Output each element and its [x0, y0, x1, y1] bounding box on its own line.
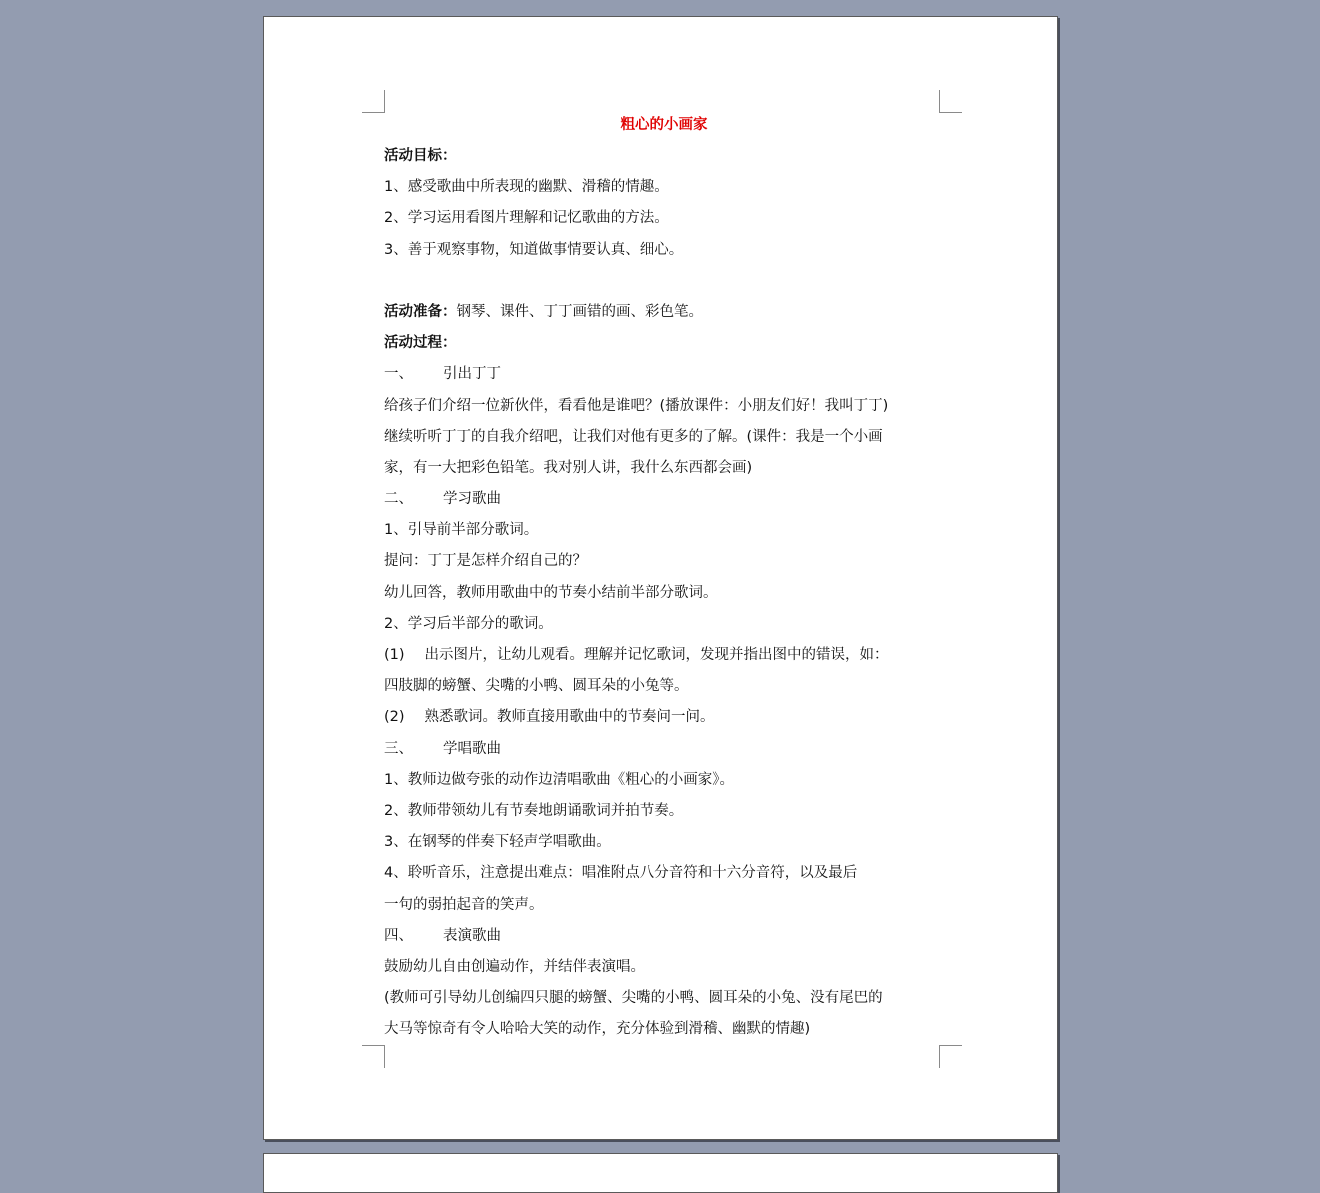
section-3-number: 三、: [384, 740, 413, 757]
section-4-title: 表演歌曲: [443, 927, 501, 944]
document-title: 粗心的小画家: [620, 117, 708, 133]
item-text: 熟悉歌词。教师直接用歌曲中的节奏问一问。: [424, 709, 715, 726]
blank-line: [384, 266, 944, 297]
section-2-number: 二、: [384, 491, 413, 508]
margin-corner-bottom-left: [362, 1045, 385, 1068]
goal-2: 2、学习运用看图片理解和记忆歌曲的方法。: [384, 210, 669, 227]
section-1-heading: [384, 359, 944, 390]
paragraph: 家，有一大把彩色铅笔。我对别人讲，我什么东西都会画): [384, 459, 753, 476]
prep-line: [384, 297, 944, 328]
paragraph: (教师可引导幼儿创编四只腿的螃蟹、尖嘴的小鸭、圆耳朵的小兔、没有尾巴的: [384, 990, 883, 1007]
paragraph: 四肢脚的螃蟹、尖嘴的小鸭、圆耳朵的小兔等。: [384, 678, 689, 695]
process-heading: 活动过程：: [384, 335, 457, 352]
paragraph: 给孩子们介绍一位新伙伴，看看他是谁吧？(播放课件：小朋友们好！我叫丁丁): [384, 397, 889, 414]
goal-heading: 活动目标：: [384, 148, 457, 164]
paragraph: 3、在钢琴的伴奏下轻声学唱歌曲。: [384, 834, 611, 851]
paragraph: 2、教师带领幼儿有节奏地朗诵歌词并拍节奏。: [384, 802, 684, 819]
paragraph: 2、学习后半部分的歌词。: [384, 615, 553, 632]
item-text: 出示图片，让幼儿观看。理解并记忆歌词，发现并指出图中的错误，如：: [424, 647, 889, 663]
goal-1: 1、感受歌曲中所表现的幽默、滑稽的情趣。: [384, 179, 669, 196]
paragraph: 4、聆听音乐，注意提出难点：唱准附点八分音符和十六分音符，以及最后: [384, 865, 858, 882]
section-2-title: 学习歌曲: [443, 491, 501, 508]
item-number: (2): [384, 709, 405, 726]
prep-text: 钢琴、课件、丁丁画错的画、彩色笔。: [456, 303, 703, 320]
document-body[interactable]: [384, 110, 944, 1045]
paragraph: 提问：丁丁是怎样介绍自己的？: [384, 553, 587, 570]
section-3-title: 学唱歌曲: [443, 740, 501, 757]
paragraph: 鼓励幼儿自由创遍动作，并结伴表演唱。: [384, 958, 645, 975]
prep-label: 活动准备：: [384, 303, 457, 320]
paragraph: 1、引导前半部分歌词。: [384, 522, 539, 539]
goal-3: 3、善于观察事物，知道做事情要认真、细心。: [384, 241, 684, 258]
next-page: [263, 1153, 1058, 1193]
document-page: [263, 16, 1058, 1140]
section-1-title: 引出丁丁: [443, 366, 501, 383]
section-4-heading: [384, 921, 944, 952]
margin-corner-top-left: [362, 90, 385, 113]
paragraph: [384, 702, 944, 733]
section-3-heading: [384, 734, 944, 765]
section-4-number: 四、: [384, 927, 413, 944]
section-1-number: 一、: [384, 366, 413, 383]
section-2-heading: [384, 484, 944, 515]
paragraph: [384, 640, 944, 671]
paragraph: 1、教师边做夸张的动作边清唱歌曲《粗心的小画家》。: [384, 771, 734, 788]
paragraph: 一句的弱拍起音的笑声。: [384, 896, 544, 913]
paragraph: 大马等惊奇有令人哈哈大笑的动作，充分体验到滑稽、幽默的情趣): [384, 1021, 811, 1038]
paragraph: 幼儿回答，教师用歌曲中的节奏小结前半部分歌词。: [384, 584, 718, 601]
paragraph: 继续听听丁丁的自我介绍吧，让我们对他有更多的了解。(课件：我是一个小画: [384, 428, 883, 445]
margin-corner-bottom-right: [939, 1045, 962, 1068]
item-number: (1): [384, 647, 405, 663]
